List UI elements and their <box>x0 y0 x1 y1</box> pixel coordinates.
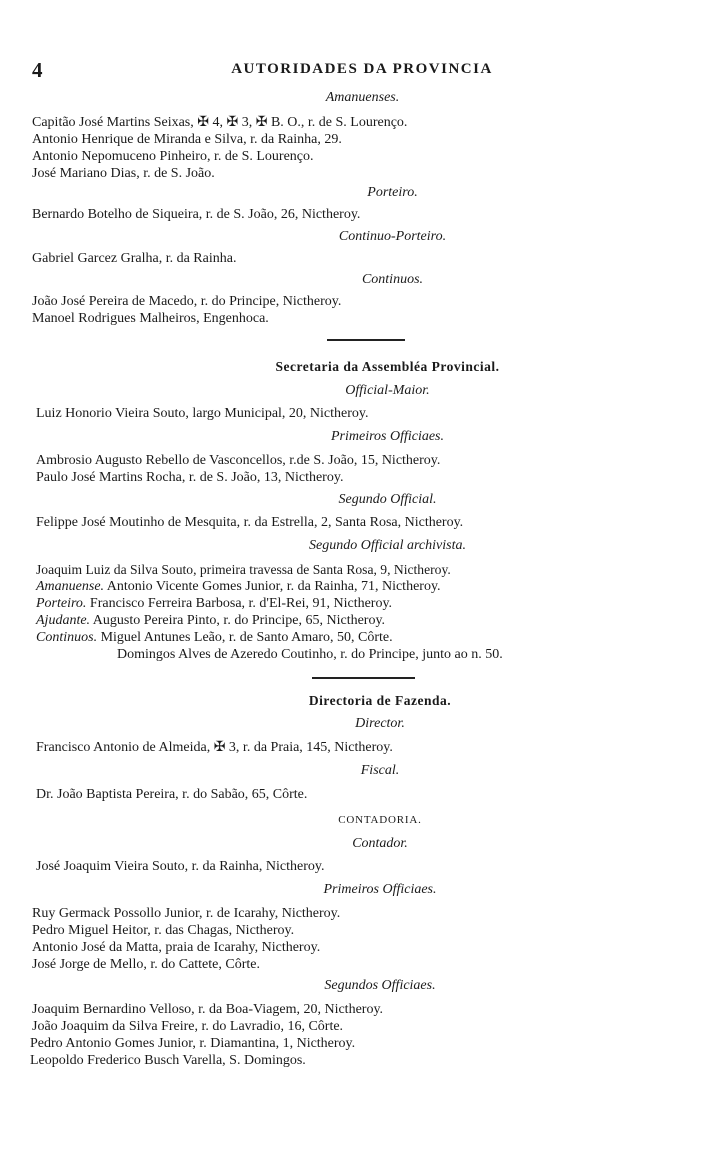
entry-line: Dr. João Baptista Pereira, r. do Sabão, 65, Côrte. <box>36 787 308 802</box>
running-title: AUTORIDADES DA PROVINCIA <box>231 61 493 77</box>
entry-line: Antonio Nepomuceno Pinheiro, r. de S. Lourenço. <box>32 149 314 164</box>
heading-fiscal: Fiscal. <box>360 763 400 778</box>
entry-text: Augusto Pereira Pinto, r. do Principe, 65, Nictheroy. <box>92 613 386 628</box>
entry-line: Felippe José Moutinho de Mesquita, r. da Estrella, 2, Santa Rosa, Nictheroy. <box>36 515 464 530</box>
heading-contadoria: CONTADORIA. <box>338 814 422 826</box>
entry-line: Manoel Rodrigues Malheiros, Engenhoca. <box>32 311 269 326</box>
entry-line: Joaquim Luiz da Silva Souto, primeira travessa de Santa Rosa, 9, Nictheroy. <box>36 562 451 577</box>
heading-director: Director. <box>355 716 405 731</box>
role-label: Amanuense. <box>36 579 105 594</box>
heading-primeiros-officiaes: Primeiros Officiaes. <box>323 882 437 897</box>
section-divider <box>312 677 415 679</box>
heading-primeiros-officiaes: Primeiros Officiaes. <box>330 429 445 444</box>
role-label: Continuos. <box>36 630 98 645</box>
entry-line: José Mariano Dias, r. de S. João. <box>32 166 215 181</box>
entry-line: Luiz Honorio Vieira Souto, largo Municipal, 20, Nictheroy. <box>36 406 369 421</box>
entry-line: Ruy Germack Possollo Junior, r. de Icarahy, Nictheroy. <box>32 906 341 921</box>
page-header <box>32 58 692 82</box>
heading-continuo-porteiro: Continuo-Porteiro. <box>338 229 447 244</box>
entry-line: Leopoldo Frederico Busch Varella, S. Domingos. <box>30 1053 306 1068</box>
section-divider <box>327 339 405 341</box>
heading-directoria: Directoria de Fazenda. <box>308 693 452 708</box>
heading-amanuenses: Amanuenses. <box>325 90 400 105</box>
entry-line: Francisco Antonio de Almeida, ✠ 3, r. da Praia, 145, Nictheroy. <box>36 740 393 755</box>
entry-line-porteiro <box>36 595 392 612</box>
heading-contador: Contador. <box>352 836 408 851</box>
entry-line: Gabriel Garcez Gralha, r. da Rainha. <box>32 251 237 266</box>
entry-line: Pedro Antonio Gomes Junior, r. Diamantina, 1, Nictheroy. <box>30 1036 356 1051</box>
heading-segundo-archivista: Segundo Official archivista. <box>309 538 466 553</box>
entry-line: João José Pereira de Macedo, r. do Principe, Nictheroy. <box>32 294 342 309</box>
entry-line: Joaquim Bernardino Velloso, r. da Boa-Viagem, 20, Nictheroy. <box>32 1002 384 1017</box>
heading-official-maior: Official-Maior. <box>345 383 430 398</box>
entry-line: José Jorge de Mello, r. do Cattete, Côrte. <box>32 957 260 972</box>
entry-line: Antonio Henrique de Miranda e Silva, r. da Rainha, 29. <box>32 132 342 147</box>
heading-porteiro: Porteiro. <box>367 185 418 200</box>
entry-line: Bernardo Botelho de Siqueira, r. de S. João, 26, Nictheroy. <box>32 207 361 222</box>
entry-line: Ambrosio Augusto Rebello de Vasconcellos, r.de S. João, 15, Nictheroy. <box>36 453 441 468</box>
heading-segundo-official: Segundo Official. <box>338 492 437 507</box>
entry-line: Antonio José da Matta, praia de Icarahy, Nictheroy. <box>32 940 321 955</box>
entry-line-ajudante <box>36 612 385 629</box>
entry-line: Paulo José Martins Rocha, r. de S. João, 13, Nictheroy. <box>36 470 344 485</box>
heading-continuos: Continuos. <box>361 272 424 287</box>
role-label: Ajudante. <box>36 613 91 628</box>
entry-line: Pedro Miguel Heitor, r. das Chagas, Nictheroy. <box>32 923 295 938</box>
heading-segundos-officiaes: Segundos Officiaes. <box>324 978 436 993</box>
entry-text: Francisco Ferreira Barbosa, r. d'El-Rei, 91, Nictheroy. <box>89 596 393 611</box>
heading-secretaria: Secretaria da Assembléa Provincial. <box>275 359 500 374</box>
entry-line: João Joaquim da Silva Freire, r. do Lavradio, 16, Côrte. <box>32 1019 344 1034</box>
role-label: Porteiro. <box>36 596 87 611</box>
entry-line: José Joaquim Vieira Souto, r. da Rainha, Nictheroy. <box>36 859 325 874</box>
entry-line-continuos <box>36 629 393 646</box>
entry-line-amanuense <box>36 578 441 595</box>
entry-line: Domingos Alves de Azeredo Coutinho, r. do Principe, junto ao n. 50. <box>117 647 503 662</box>
entry-text: Miguel Antunes Leão, r. de Santo Amaro, 50, Côrte. <box>100 630 393 645</box>
page-number: 4 <box>32 58 43 82</box>
entry-text: Antonio Vicente Gomes Junior, r. da Rainha, 71, Nictheroy. <box>106 579 441 594</box>
entry-line: Capitão José Martins Seixas, ✠ 4, ✠ 3, ✠ B. O., r. de S. Lourenço. <box>32 115 408 130</box>
